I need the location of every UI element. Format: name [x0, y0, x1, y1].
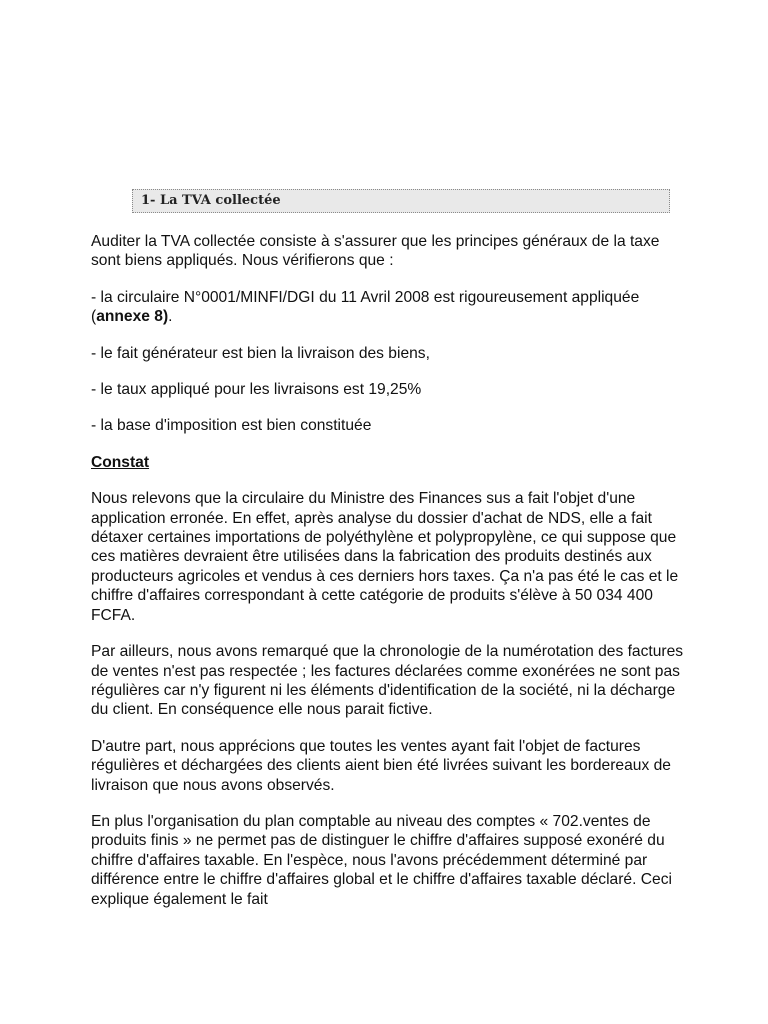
list-item-circulaire-end: .: [168, 308, 173, 326]
body-text: [91, 232, 691, 926]
section-title: 1- La TVA collectée: [132, 189, 670, 213]
intro-paragraph: Auditer la TVA collectée consiste à s'assurer que les principes généraux de la taxe sont biens appliqués. Nous vérifierons que :: [91, 233, 660, 270]
list-item-fait-generateur: - le fait générateur est bien la livraison des biens,: [91, 344, 430, 362]
list-item-circulaire-text: - la circulaire N°0001/MINFI/DGI du 11 Avril 2008 est rigoureusement appliquée (: [91, 288, 640, 326]
list-item-taux: - le taux appliqué pour les livraisons est 19,25%: [91, 381, 422, 399]
constat-heading: Constat: [91, 453, 150, 471]
constat-paragraph-3: D'autre part, nous apprécions que toutes les ventes ayant fait l'objet de factures régulières et déchargées des clients aient bien été livrées suivant les bordereaux de livraison que nous avons observés.: [91, 737, 671, 794]
annexe-reference: annexe 8): [96, 308, 169, 326]
constat-paragraph-2: Par ailleurs, nous avons remarqué que la chronologie de la numérotation des factures de ventes n'est pas respectée ; les factures déclarées comme exonérées ne sont pas régulières car n'y figurent ni les éléments d'identification de la société, ni la décharge du client. En conséquence elle nous parait fictive.: [91, 643, 684, 719]
constat-paragraph-4: En plus l'organisation du plan comptable au niveau des comptes « 702.ventes de produits finis » ne permet pas de distinguer le chiffre d'affaires supposé exonéré du chiffre d'affaires taxable. En l'espèce, nous l'avons précédemment déterminé par différence entre le chiffre d'affaires global et le chiffre d'affaires taxable déclaré. Ceci explique également le fait: [91, 812, 672, 908]
list-item-base-imposition: - la base d'imposition est bien constituée: [91, 417, 372, 435]
list-item-circulaire: [91, 288, 691, 327]
constat-paragraph-1: Nous relevons que la circulaire du Ministre des Finances sus a fait l'objet d'une application erronée. En effet, après analyse du dossier d'achat de NDS, elle a fait détaxer certaines importations de polyéthylène et polypropylène, ce qui suppose que ces matières devraient être utilisées dans la fabrication des produits destinés aux producteurs agricoles et vendus à ces derniers hors taxes. Ça n'a pas été le cas et le chiffre d'affaires correspondant à cette catégorie de produits s'élève à 50 034 400 FCFA.: [91, 490, 679, 624]
